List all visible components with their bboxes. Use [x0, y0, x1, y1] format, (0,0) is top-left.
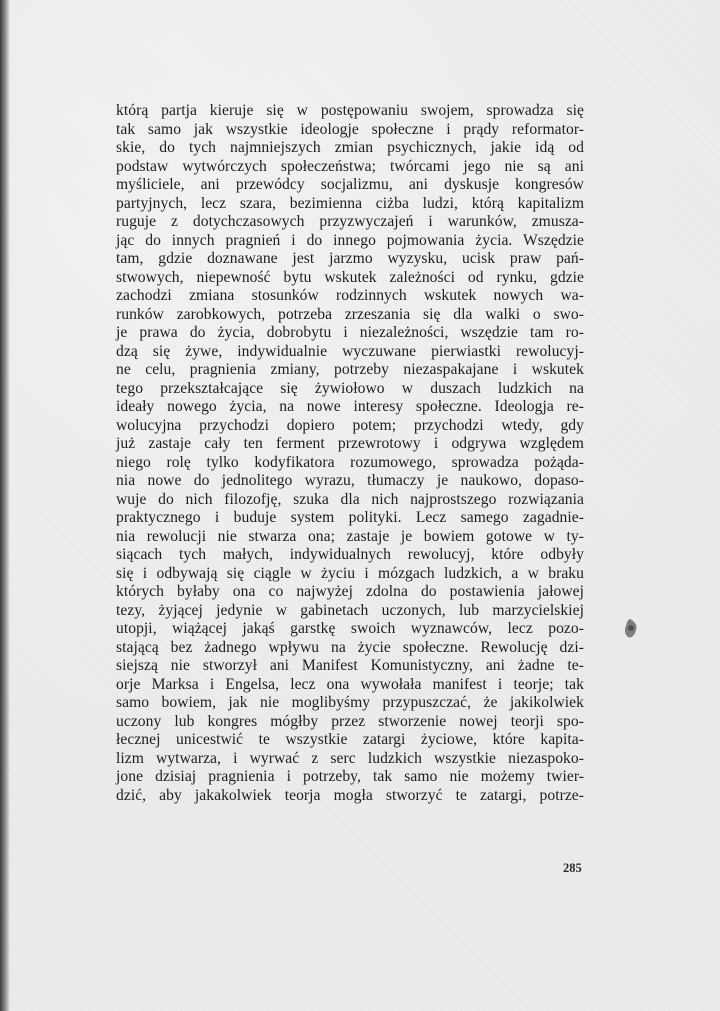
text-line: zachodzi zmiana stosunków rodzinnych wskutek nowych wa-	[116, 287, 584, 304]
text-line: wolucyjna przychodzi dopiero potem; przychodzi wtedy, gdy	[116, 416, 584, 434]
text-line: lizm wytwarza, i wyrwać z serc ludzkich wszystkie niezaspoko-	[116, 749, 584, 767]
text-line: tak samo jak wszystkie ideologje społeczne i prądy reformator-	[116, 120, 584, 138]
page-number: 285	[563, 861, 582, 875]
text-line: siącach tych małych, indywidualnych rewolucyj, które odbyły	[116, 546, 584, 563]
text-line: myśliciele, ani przewódcy socjalizmu, ani dyskusje kongresów	[116, 176, 584, 193]
text-line: siejszą nie stworzył ani Manifest Komunistyczny, ani żadne te-	[116, 657, 584, 674]
text-line: tego przekształcające się żywiołowo w duszach ludzkich na	[116, 379, 584, 397]
ink-blot-mark	[622, 618, 640, 640]
text-line: się i odbywają się ciągle w życiu i mózgach ludzkich, a w braku	[116, 564, 584, 582]
text-line: je prawa do życia, dobrobytu i niezależności, wszędzie tam ro-	[116, 324, 584, 341]
text-line: już zastaje cały ten ferment przewrotowy i odgrywa względem	[116, 435, 584, 452]
text-line: tam, gdzie doznawane jest jarzmo wyzysku, ucisk praw pań-	[116, 250, 584, 267]
text-line: ne celu, pragnienia zmiany, potrzeby niezaspakajane i wskutek	[116, 361, 584, 378]
text-line: partyjnych, lecz szara, bezimienna ciżba ludzi, którą kapitalizm	[116, 194, 584, 212]
text-line: niego rolę tylko kodyfikatora rozumowego, sprowadza pożąda-	[116, 453, 584, 471]
text-line: którą partja kieruje się w postępowaniu swojem, sprowadza się	[116, 102, 584, 119]
text-line: ruguje z dotychczasowych przyzwyczajeń i warunków, zmusza-	[116, 213, 584, 230]
text-line: nia nowe do jednolitego wyrazu, tłumaczy je naukowo, dopaso-	[116, 472, 584, 489]
text-line: jąc do innych pragnień i do innego pojmowania życia. Wszędzie	[116, 231, 584, 249]
text-line: nia rewolucji nie stwarza ona; zastaje je bowiem gotowe w ty-	[116, 527, 584, 545]
text-line: jone dzisiaj pragnienia i potrzeby, tak samo nie możemy twier-	[116, 768, 584, 785]
text-line: dzić, aby jakakolwiek teorja mogła stworzyć te zatargi, potrze-	[116, 786, 584, 804]
text-line: samo bowiem, jak nie moglibyśmy przypuszczać, że jakikolwiek	[116, 694, 584, 711]
text-line: podstaw wytwórczych społeczeństwa; twórcami jego nie są ani	[116, 157, 584, 175]
text-line: orje Marksa i Engelsa, lecz ona wywołała manifest i teorje; tak	[116, 675, 584, 693]
text-line: skie, do tych najmniejszych zmian psychicznych, jakie idą od	[116, 139, 584, 156]
text-line: uczony lub kongres mógłby przez stworzenie nowej teorji spo-	[116, 712, 584, 730]
text-line: stającą bez żadnego wpływu na życie społeczne. Rewolucję dzi-	[116, 638, 584, 656]
text-line: praktycznego i buduje system polityki. Lecz samego zagadnie-	[116, 509, 584, 526]
text-line: łecznej unicestwić te wszystkie zatargi życiowe, które kapita-	[116, 731, 584, 748]
text-line: ideały nowego życia, na nowe interesy społeczne. Ideologja re-	[116, 398, 584, 415]
text-line: utopji, wiążącej jakąś garstkę swoich wyznawców, lecz pozo-	[116, 620, 584, 637]
text-line: tezy, żyjącej jedynie w gabinetach uczonych, lub marzycielskiej	[116, 601, 584, 619]
body-text	[116, 102, 584, 805]
page-edge-shadow	[0, 0, 10, 1011]
text-line: wuje do nich filozofję, szuka dla nich najprostszego rozwiązania	[116, 490, 584, 508]
text-line: dzą się żywe, indywidualnie wyczuwane pierwiastki rewolucyj-	[116, 342, 584, 360]
text-line: stwowych, niepewność bytu wskutek zależności od rynku, gdzie	[116, 268, 584, 286]
text-line: runków zarobkowych, potrzeba zrzeszania się dla walki o swo-	[116, 305, 584, 323]
text-line: których byłaby ona co najwyżej zdolna do postawienia jałowej	[116, 583, 584, 600]
